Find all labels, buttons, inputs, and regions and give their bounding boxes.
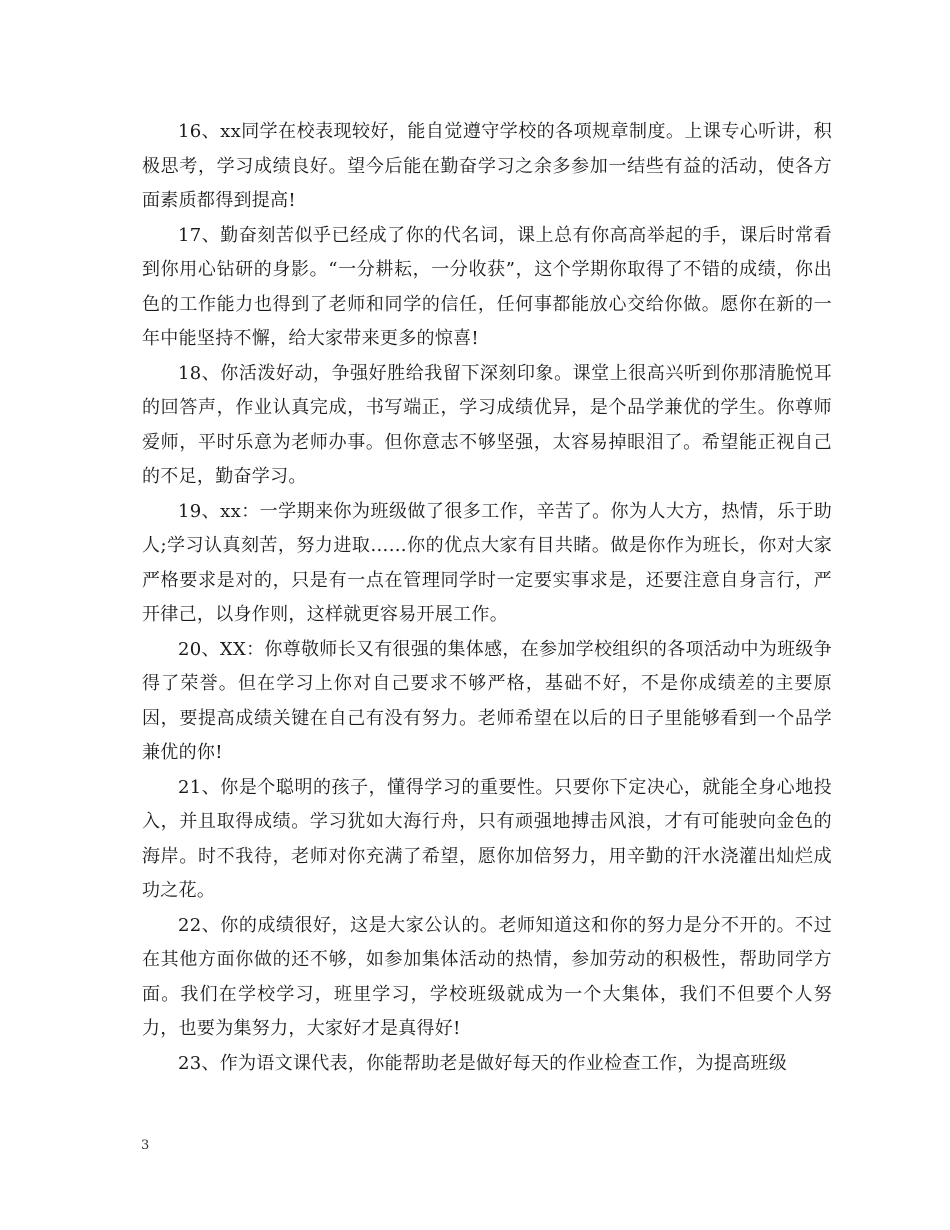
paragraph-16: 16、xx同学在校表现较好，能自觉遵守学校的各项规章制度。上课专心听讲，积极思考，学习成绩良好。望今后能在勤奋学习之余多参加一结些有益的活动，使各方面素质都得到提高! — [142, 121, 832, 211]
paragraph-22: 22、你的成绩很好，这是大家公认的。老师知道这和你的努力是分不开的。不过在其他方面你做的还不够，如参加集体活动的热情，参加劳动的积极性，帮助同学方面。我们在学校学习，班里学习，学校班级就成为一个大集体，我们不但要个人努力，也要为集努力，大家好才是真得好! — [142, 914, 832, 1039]
paragraph-19: 19、xx：一学期来你为班级做了很多工作，辛苦了。你为人大方，热情，乐于助人;学习认真刻苦，努力进取……你的优点大家有目共睹。做是你作为班长，你对大家严格要求是对的，只是有一点在管理同学时一定要实事求是，还要注意自身言行，严开律己，以身作则，这样就更容易开展工作。 — [142, 500, 832, 625]
paragraph-17: 17、勤奋刻苦似乎已经成了你的代名词，课上总有你高高举起的手，课后时常看到你用心钻研的身影。“一分耕耘，一分收获”，这个学期你取得了不错的成绩，你出色的工作能力也得到了老师和同学的信任，任何事都能放心交给你做。愿你在新的一年中能坚持不懈，给大家带来更多的惊喜! — [142, 224, 832, 349]
page-number: 3 — [141, 1138, 150, 1153]
paragraph-20: 20、XX：你尊敬师长又有很强的集体感，在参加学校组织的各项活动中为班级争得了荣誉。但在学习上你对自己要求不够严格，基础不好，不是你成绩差的主要原因，要提高成绩关键在自己有没有努力。老师希望在以后的日子里能够看到一个品学兼优的你! — [142, 638, 832, 763]
paragraph-18: 18、你活泼好动，争强好胜给我留下深刻印象。课堂上很高兴听到你那清脆悦耳的回答声，作业认真完成，书写端正，学习成绩优异，是个品学兼优的学生。你尊师爱师，平时乐意为老师办事。但你意志不够坚强，太容易掉眼泪了。希望能正视自己的不足，勤奋学习。 — [142, 362, 832, 487]
document-body — [142, 115, 832, 1081]
paragraph-21: 21、你是个聪明的孩子，懂得学习的重要性。只要你下定决心，就能全身心地投入，并且取得成绩。学习犹如大海行舟，只有顽强地搏击风浪，才有可能驶向金色的海岸。时不我待，老师对你充满了希望，愿你加倍努力，用辛勤的汗水浇灌出灿烂成功之花。 — [142, 776, 832, 901]
paragraph-23: 23、作为语文课代表，你能帮助老是做好每天的作业检查工作，为提高班级 — [178, 1052, 788, 1074]
